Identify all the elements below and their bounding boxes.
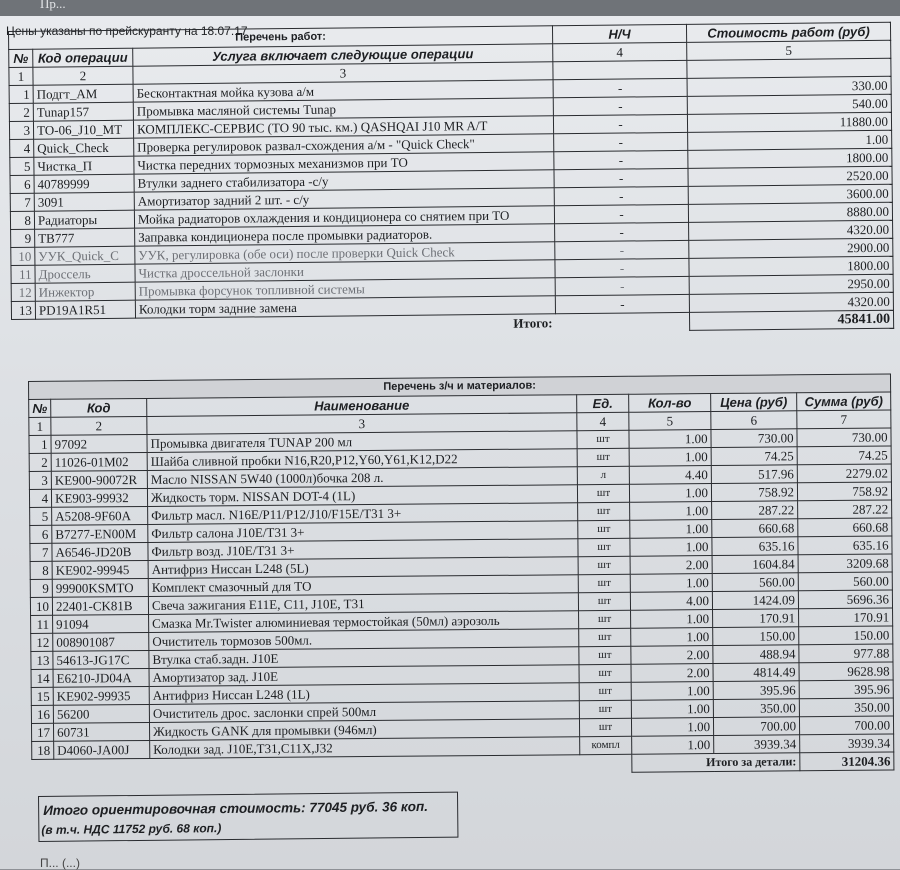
- parts-row-price: 350.00: [713, 699, 799, 718]
- parts-row-sum: 170.91: [799, 608, 893, 627]
- parts-row-price: 758.92: [711, 483, 797, 502]
- parts-row-sum: 395.96: [799, 680, 893, 699]
- parts-row-num: 13: [31, 651, 53, 669]
- parts-col-idx-4: 4: [577, 412, 629, 430]
- parts-row-unit: шт: [579, 700, 631, 718]
- parts-row-price: 1424.09: [712, 591, 798, 610]
- parts-row-sum: 730.00: [797, 428, 891, 447]
- parts-col-idx-1: 1: [29, 417, 51, 435]
- parts-row-num: 18: [32, 741, 54, 759]
- parts-row-code: KE902-99945: [52, 560, 148, 579]
- parts-row-code: 22401-CK81B: [52, 596, 148, 615]
- parts-row-qty: 4.40: [629, 466, 711, 485]
- works-row-nh: -: [555, 222, 689, 241]
- parts-row-price: 517.96: [711, 465, 797, 484]
- parts-row-sum: 74.25: [797, 446, 891, 465]
- parts-row-num: 8: [30, 561, 52, 579]
- parts-row-sum: 150.00: [799, 626, 893, 645]
- works-row-code: Quick_Check: [34, 138, 134, 157]
- parts-row-sum: 5696.36: [798, 590, 892, 609]
- parts-row-sum: 660.68: [798, 518, 892, 537]
- parts-row-num: 12: [31, 633, 53, 651]
- works-row-desc: Промывка форсунок топливной системы: [135, 278, 555, 300]
- parts-row-name: Антифриз Ниссан L248 (1L): [149, 683, 579, 705]
- parts-row-num: 1: [29, 435, 51, 453]
- parts-row-price: 635.16: [712, 537, 798, 556]
- parts-unit-header: Ед.: [577, 394, 629, 412]
- parts-row-qty: 4.00: [630, 592, 712, 611]
- works-row-cost: 1.00: [688, 130, 892, 150]
- price-list-note: Цены указаны по прейскуранту на 18.07.17: [6, 24, 248, 38]
- estimate-total: Итого ориентировочная стоимость: 77045 руб. 36 коп.: [43, 798, 429, 818]
- parts-row-code: 56200: [53, 704, 149, 723]
- parts-row-name: Шайба сливной пробки N16,R20,P12,Y60,Y61,K12,D22: [147, 449, 577, 471]
- parts-row-price: 560.00: [712, 573, 798, 592]
- parts-row-price: 170.91: [713, 609, 799, 628]
- works-col-idx-2: 2: [33, 66, 133, 85]
- parts-price-header: Цена (руб): [711, 393, 797, 412]
- parts-row-price: 4814.49: [713, 663, 799, 682]
- parts-row-price: 74.25: [711, 447, 797, 466]
- works-row-cost: 4320.00: [689, 292, 893, 312]
- works-row-num: 4: [10, 139, 34, 157]
- works-row-cost: 330.00: [687, 76, 891, 96]
- works-total-label: Итого:: [513, 315, 553, 331]
- works-row-desc: Проверка регулировок развал-схождения а/м - "Quick Check": [134, 134, 554, 156]
- works-row-desc: Втулки заднего стабилизатора -с/у: [134, 170, 554, 192]
- parts-row-sum: 3209.68: [798, 554, 892, 573]
- parts-row-qty: 1.00: [632, 736, 714, 755]
- parts-row-unit: компл: [580, 736, 632, 754]
- parts-row-num: 2: [29, 453, 51, 471]
- parts-row-name: Фильтр масл. N16E/P11/P12/J10/F15E/T31 3+: [148, 503, 578, 525]
- parts-row-code: B7277-EN00M: [52, 524, 148, 543]
- works-row-num: 6: [10, 175, 34, 193]
- document-top-edge: [0, 0, 900, 16]
- parts-row-code: E6210-JD04A: [53, 668, 149, 687]
- parts-row-sum: 758.92: [797, 482, 891, 501]
- parts-row-unit: шт: [578, 520, 630, 538]
- parts-row-name: Очиститель тормозов 500мл.: [149, 629, 579, 651]
- includes-header: Услуга включает следующие операции: [133, 44, 553, 66]
- works-total-value: 45841.00: [689, 310, 893, 330]
- works-row-nh: -: [555, 258, 689, 277]
- parts-row-num: 16: [31, 705, 53, 723]
- works-num-header: №: [9, 49, 33, 67]
- works-title: Перечень работ:: [9, 26, 553, 50]
- parts-row-qty: 1.00: [629, 448, 711, 467]
- works-row-num: 10: [11, 247, 35, 265]
- parts-row-qty: 1.00: [631, 628, 713, 647]
- parts-row-price: 287.22: [712, 501, 798, 520]
- parts-row-sum: 560.00: [798, 572, 892, 591]
- op-code-header: Код операции: [33, 48, 133, 67]
- parts-row-code: KE902-99935: [53, 686, 149, 705]
- works-row-num: 8: [10, 211, 34, 229]
- parts-row-qty: 1.00: [629, 430, 711, 449]
- works-table: [8, 22, 894, 338]
- works-row-desc: Колодки торм задние замена: [135, 296, 555, 318]
- works-row-desc: Заправка кондиционера после промывки радиаторов.: [135, 224, 555, 246]
- parts-row-name: Жидкость торм. NISSAN DOT-4 (1L): [147, 485, 577, 507]
- parts-row-unit: шт: [578, 592, 630, 610]
- parts-row-num: 5: [30, 507, 52, 525]
- works-row-code: 3091: [34, 192, 134, 211]
- parts-row-num: 17: [31, 723, 53, 741]
- parts-row-sum: 635.16: [798, 536, 892, 555]
- parts-row-num: 14: [31, 669, 53, 687]
- parts-name-header: Наименование: [147, 395, 577, 417]
- parts-row-price: 700.00: [713, 717, 799, 736]
- works-row-cost: 540.00: [687, 94, 891, 114]
- parts-table: [28, 373, 895, 778]
- parts-col-idx-7: 7: [797, 410, 891, 429]
- parts-row-code: 97092: [51, 434, 147, 453]
- parts-row-num: 3: [29, 471, 51, 489]
- parts-row-unit: л: [577, 466, 629, 484]
- works-row-desc: УУК, регулировка (обе оси) после проверки Quick Check: [135, 242, 555, 264]
- top-strip-text: Пр...: [40, 0, 66, 11]
- parts-row-sum: 977.88: [799, 644, 893, 663]
- parts-row-code: 008901087: [53, 632, 149, 651]
- parts-row-sum: 350.00: [799, 698, 893, 717]
- parts-row-unit: шт: [578, 502, 630, 520]
- works-row-cost: 4320.00: [689, 220, 893, 240]
- parts-row-code: KE903-99932: [51, 488, 147, 507]
- works-row-nh: -: [555, 294, 689, 313]
- parts-row-code: 11026-01M02: [51, 452, 147, 471]
- parts-col-idx-2: 2: [51, 416, 147, 435]
- parts-row-name: Масло NISSAN 5W40 (1000л)бочка 208 л.: [147, 467, 577, 489]
- parts-row-unit: шт: [577, 448, 629, 466]
- works-col-idx-5: 5: [687, 40, 891, 60]
- works-row-code: УУК_Quick_C: [35, 246, 135, 265]
- parts-row-sum: 9628.98: [799, 662, 893, 681]
- works-row-nh: -: [554, 186, 688, 205]
- works-row-desc: КОМПЛЕКС-СЕРВИС (ТО 90 тыс. км.) QASHQAI J10 MR A/T: [133, 116, 553, 138]
- works-col-idx-3: 3: [133, 62, 553, 84]
- works-row-code: Tunap157: [33, 102, 133, 121]
- parts-qty-header: Кол-во: [629, 394, 711, 413]
- works-row-nh: -: [555, 276, 689, 295]
- works-row-nh: -: [555, 240, 689, 259]
- parts-col-idx-5: 5: [629, 412, 711, 431]
- parts-row-qty: 2.00: [630, 556, 712, 575]
- parts-code-header: Код: [51, 398, 147, 417]
- works-row-code: Дроссель: [35, 264, 135, 283]
- parts-row-sum: 287.22: [798, 500, 892, 519]
- works-row-code: PD19A1R51: [35, 300, 135, 319]
- parts-row-qty: 1.00: [630, 520, 712, 539]
- works-row-nh: -: [554, 204, 688, 223]
- parts-row-qty: 1.00: [631, 610, 713, 629]
- works-row-cost: 1800.00: [688, 148, 892, 168]
- parts-row-unit: шт: [579, 628, 631, 646]
- works-row-code: ТО-06_J10_МТ: [33, 120, 133, 139]
- parts-row-qty: 2.00: [631, 664, 713, 683]
- parts-row-name: Смазка Mr.Twister алюминиевая термостойкая (50мл) аэрозоль: [149, 611, 579, 633]
- parts-row-name: Амортизатор зад. J10E: [149, 665, 579, 687]
- parts-num-header: №: [29, 399, 51, 417]
- works-row-num: 11: [11, 265, 35, 283]
- works-row-num: 1: [9, 85, 33, 103]
- cost-header: Стоимость работ (руб): [686, 22, 890, 42]
- works-row-cost: 1800.00: [689, 256, 893, 276]
- parts-row-num: 9: [30, 579, 52, 597]
- parts-row-price: 3939.34: [714, 735, 800, 754]
- works-row-nh: -: [554, 150, 688, 169]
- works-row-cost: 2520.00: [688, 166, 892, 186]
- works-row-num: 7: [10, 193, 34, 211]
- parts-row-qty: 1.00: [630, 574, 712, 593]
- works-row-cost: 2950.00: [689, 274, 893, 294]
- parts-row-unit: шт: [579, 646, 631, 664]
- works-row-cost: 11880.00: [687, 112, 891, 132]
- parts-row-qty: 1.00: [631, 718, 713, 737]
- parts-row-code: A5208-9F60A: [52, 506, 148, 525]
- parts-row-price: 1604.84: [712, 555, 798, 574]
- works-row-desc: Мойка радиаторов охлаждения и кондиционера со снятием при ТО: [134, 206, 554, 228]
- parts-row-unit: шт: [578, 556, 630, 574]
- parts-row-num: 6: [30, 525, 52, 543]
- parts-sum-header: Сумма (руб): [797, 392, 891, 411]
- works-row-num: 3: [9, 121, 33, 139]
- works-row-code: Чистка_П: [34, 156, 134, 175]
- parts-row-num: 10: [30, 597, 52, 615]
- works-row-desc: Промывка масляной системы Tunap: [133, 98, 553, 120]
- parts-row-qty: 1.00: [631, 700, 713, 719]
- works-row-code: 40789999: [34, 174, 134, 193]
- parts-row-num: 4: [29, 489, 51, 507]
- nh-header: Н/Ч: [552, 24, 686, 43]
- parts-row-qty: 1.00: [630, 502, 712, 521]
- works-row-num: 5: [10, 157, 34, 175]
- parts-row-code: 54613-JG17C: [53, 650, 149, 669]
- parts-row-num: 11: [31, 615, 53, 633]
- parts-row-qty: 1.00: [630, 538, 712, 557]
- works-row-num: 9: [11, 229, 35, 247]
- works-row-nh: -: [553, 96, 687, 115]
- parts-col-idx-3: 3: [147, 413, 577, 435]
- works-row-nh: -: [553, 114, 687, 133]
- parts-row-sum: 3939.34: [800, 734, 894, 753]
- parts-row-sum: 2279.02: [797, 464, 891, 483]
- works-row-num: 2: [9, 103, 33, 121]
- parts-col-idx-6: 6: [711, 411, 797, 430]
- works-row-num: 12: [11, 283, 35, 301]
- parts-row-unit: шт: [579, 718, 631, 736]
- works-row-cost: 3600.00: [688, 184, 892, 204]
- estimate-box: [38, 792, 458, 842]
- works-row-nh: -: [554, 168, 688, 187]
- parts-row-name: Промывка двигателя TUNAP 200 мл: [147, 431, 577, 453]
- works-row-desc: Амортизатор задний 2 шт. - с/у: [134, 188, 554, 210]
- parts-row-price: 150.00: [713, 627, 799, 646]
- works-row-cost: 2900.00: [689, 238, 893, 258]
- parts-row-unit: шт: [577, 430, 629, 448]
- parts-title: Перечень з/ч и материалов:: [29, 374, 891, 400]
- parts-row-name: Фильтр возд. J10E/T31 3+: [148, 539, 578, 561]
- works-row-desc: Бесконтактная мойка кузова а/м: [133, 80, 553, 102]
- parts-row-sum: 700.00: [799, 716, 893, 735]
- parts-row-code: 91094: [53, 614, 149, 633]
- parts-total-value: 31204.36: [800, 752, 894, 771]
- works-row-cost: 8880.00: [688, 202, 892, 222]
- works-row-nh: -: [554, 132, 688, 151]
- parts-row-qty: 1.00: [631, 682, 713, 701]
- parts-row-price: 730.00: [711, 429, 797, 448]
- parts-row-unit: шт: [579, 610, 631, 628]
- works-row-code: Инжектор: [35, 282, 135, 301]
- works-col-idx-4: 4: [553, 42, 687, 61]
- parts-row-name: Антифриз Ниссан L248 (5L): [148, 557, 578, 579]
- works-row-num: 13: [11, 301, 35, 319]
- parts-row-num: 7: [30, 543, 52, 561]
- works-row-nh: -: [553, 78, 687, 97]
- works-col-idx-1: 1: [9, 67, 33, 85]
- parts-row-name: Комплект смазочный для ТО: [148, 575, 578, 597]
- parts-total-label: Итого за детали:: [632, 753, 800, 772]
- parts-row-price: 660.68: [712, 519, 798, 538]
- works-row-desc: Чистка передних тормозных механизмов при ТО: [134, 152, 554, 174]
- parts-row-name: Жидкость GANK для промывки (946мл): [149, 719, 579, 741]
- parts-row-code: 99900KSMTO: [52, 578, 148, 597]
- parts-row-unit: шт: [579, 682, 631, 700]
- parts-row-code: KE900-90072R: [51, 470, 147, 489]
- works-row-code: Радиаторы: [34, 210, 134, 229]
- parts-row-unit: шт: [578, 574, 630, 592]
- parts-row-unit: шт: [577, 484, 629, 502]
- works-row-code: ТВ777: [35, 228, 135, 247]
- parts-row-code: A6546-JD20B: [52, 542, 148, 561]
- parts-row-unit: шт: [578, 538, 630, 556]
- vat-note: (в т.ч. НДС 11752 руб. 68 коп.): [41, 821, 222, 837]
- parts-row-price: 395.96: [713, 681, 799, 700]
- parts-row-name: Свеча зажигания E11E, C11, J10E, T31: [148, 593, 578, 615]
- parts-row-name: Колодки зад. J10E,T31,C11X,J32: [150, 737, 580, 759]
- works-row-desc: Чистка дроссельной заслонки: [135, 260, 555, 282]
- parts-row-code: 60731: [53, 722, 149, 741]
- parts-row-price: 488.94: [713, 645, 799, 664]
- parts-row-num: 15: [31, 687, 53, 705]
- parts-row-name: Втулка стаб.задн. J10E: [149, 647, 579, 669]
- parts-row-name: Фильтр салона J10E/T31 3+: [148, 521, 578, 543]
- parts-row-qty: 1.00: [629, 484, 711, 503]
- parts-row-name: Очиститель дрос. заслонки спрей 500мл: [149, 701, 579, 723]
- parts-row-code: D4060-JA00J: [54, 740, 150, 759]
- parts-row-qty: 2.00: [631, 646, 713, 665]
- works-row-code: Подгт_АМ: [33, 84, 133, 103]
- parts-row-unit: шт: [579, 664, 631, 682]
- bottom-cutoff-text: П... (...): [40, 856, 80, 870]
